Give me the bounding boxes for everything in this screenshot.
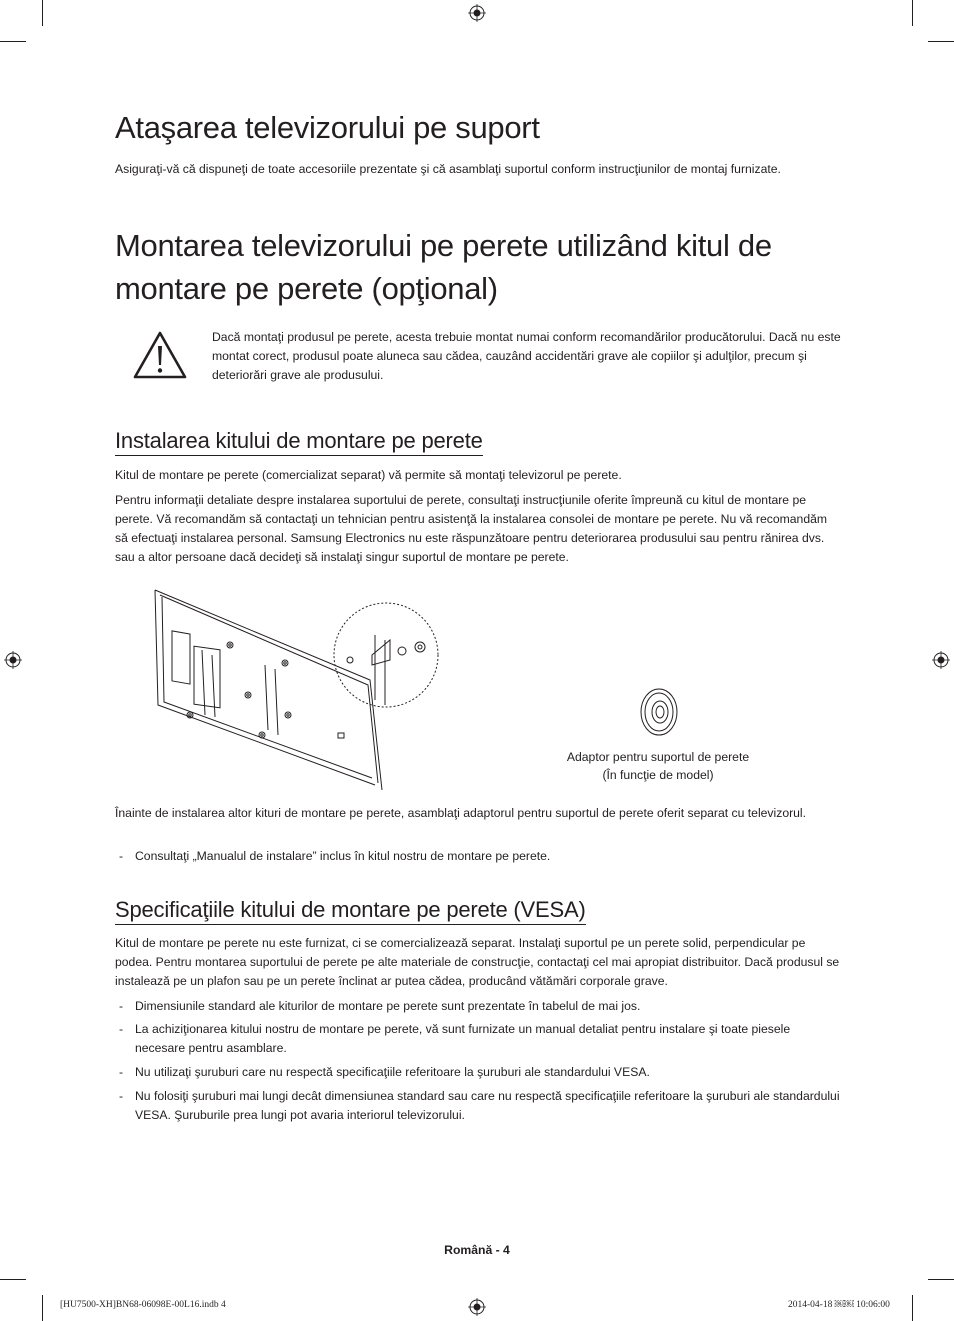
warning-text: Dacă montaţi produsul pe perete, acesta trebuie montat numai conform recomandărilor producătorului. Dacă nu este montat corect, produsul poate aluneca sau cădea, cauzând accidentări grave ale copiilor şi adulţilor, precum şi deteriorări grave ale produsului. bbox=[212, 330, 841, 382]
intro-paragraph: Asiguraţi-vă că dispuneţi de toate accesoriile prezentate şi că asamblaţi suportul conform instrucţiunilor de montaj furnizate. bbox=[115, 162, 781, 176]
section-title-install: Instalarea kitului de montare pe perete bbox=[115, 427, 483, 456]
vesa-bullet-1: Dimensiunile standard ale kiturilor de montare pe perete sunt prezentate în tabelul de mai jos. bbox=[135, 999, 641, 1013]
bullet-dash: - bbox=[119, 1022, 124, 1036]
registration-mark-icon bbox=[468, 1298, 486, 1316]
registration-mark-icon bbox=[932, 651, 950, 669]
vesa-bullet-3: Nu utilizaţi şuruburi care nu respectă specificaţiile referitoare la şuruburi ale standardului VESA. bbox=[135, 1065, 650, 1079]
wall-mount-adapter-icon bbox=[638, 686, 680, 738]
print-slug-right: 2014-04-18 ￼￼ 10:06:00 bbox=[788, 1300, 890, 1310]
section-heading-wall-mount: Montarea televizorului pe perete utilizând kitul de montare pe perete (opţional) bbox=[115, 228, 772, 306]
list-item bbox=[115, 1020, 843, 1058]
crop-mark bbox=[42, 0, 43, 26]
page-number: Română - 4 bbox=[444, 1243, 510, 1257]
install-paragraph-2: Pentru informaţii detaliate despre instalarea suportului de perete, consultaţi instrucţiunile oferite împreună cu kitul de montare pe perete. Vă recomandăm să contactaţi un tehnician pentru asistenţă la instalarea consolei de montare pe perete. Nu vă recomandăm să efectuaţi instalarea personal. Samsung Electronics nu este răspunzătoare pentru deteriorarea produsului sau pentru rănirea dvs. sau a altor persoane dacă decideţi să instalaţi singur suportul de montare pe perete. bbox=[115, 493, 828, 564]
list-item bbox=[115, 847, 843, 866]
vesa-paragraph-1: Kitul de montare pe perete nu este furnizat, ci se comercializează separat. Instalaţi suportul pe un perete solid, perpendicular pe podea. Pentru montarea suportului de perete pe alte materiale de construcţie, contactaţi cel mai apropiat distribuitor. Dacă produsul se instalează pe un plafon sau pe un perete înclinat ar putea cădea, producând vătămări corporale grave. bbox=[115, 936, 840, 988]
section-title-vesa: Specificaţiile kitului de montare pe perete (VESA) bbox=[115, 896, 586, 925]
list-item bbox=[115, 997, 843, 1016]
registration-mark-icon bbox=[4, 651, 22, 669]
vesa-bullet-4: Nu folosiţi şuruburi mai lungi decât dimensiunea standard sau care nu respectă specificaţiile referitoare la şuruburi ale standardului VESA. Şuruburile prea lungi pot avaria interiorul televizorului. bbox=[135, 1089, 840, 1122]
tv-wall-mount-illustration bbox=[150, 585, 450, 795]
list-item bbox=[115, 1087, 843, 1125]
install-note: Consultaţi „Manualul de instalare” inclus în kitul nostru de montare pe perete. bbox=[135, 849, 551, 863]
install-paragraph-1: Kitul de montare pe perete (comercializat separat) vă permite să montaţi televizorul pe perete. bbox=[115, 468, 622, 482]
print-slug-left: [HU7500-XH]BN68-06098E-00L16.indb 4 bbox=[60, 1300, 226, 1310]
adapter-caption bbox=[548, 748, 768, 784]
crop-mark bbox=[912, 1295, 913, 1321]
bullet-dash: - bbox=[119, 849, 124, 863]
bullet-dash: - bbox=[119, 999, 124, 1013]
bullet-dash: - bbox=[119, 1065, 124, 1079]
crop-mark bbox=[0, 41, 26, 42]
vesa-bullet-2: La achiziţionarea kitului nostru de montare pe perete, vă sunt furnizate un manual detaliat pentru instalare şi toate piesele necesare pentru asamblare. bbox=[135, 1022, 791, 1055]
bullet-dash: - bbox=[119, 1089, 124, 1103]
install-paragraph-3: Înainte de instalarea altor kituri de montare pe perete, asamblaţi adaptorul pentru suportul de perete oferit separat cu televizorul. bbox=[115, 806, 807, 820]
crop-mark bbox=[928, 41, 954, 42]
crop-mark bbox=[928, 1279, 954, 1280]
warning-triangle-icon bbox=[132, 330, 188, 380]
adapter-caption-line-2: (În funcţie de model) bbox=[602, 768, 714, 782]
registration-mark-icon bbox=[468, 4, 486, 22]
crop-mark bbox=[912, 0, 913, 26]
adapter-caption-line-1: Adaptor pentru suportul de perete bbox=[566, 750, 750, 764]
crop-mark bbox=[42, 1295, 43, 1321]
crop-mark bbox=[0, 1279, 26, 1280]
page-title: Ataşarea televizorului pe suport bbox=[115, 110, 540, 145]
list-item bbox=[115, 1063, 843, 1082]
